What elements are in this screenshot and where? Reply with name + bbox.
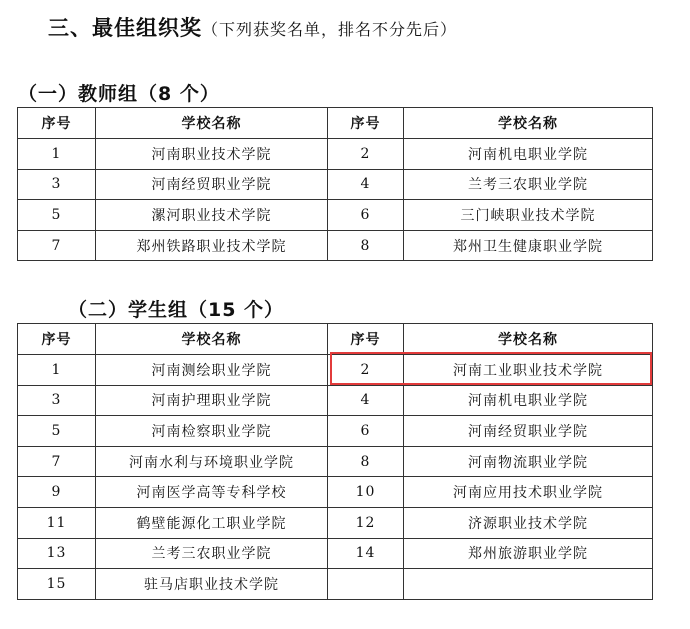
column-header-no: 序号 [18,108,96,139]
column-header-name: 学校名称 [404,108,653,139]
table-row [18,139,653,170]
school-name-cell: 兰考三农职业学院 [96,538,328,569]
table-row [18,385,653,416]
school-name-cell: 河南水利与环境职业学院 [96,446,328,477]
table-row [18,200,653,231]
school-name-cell: 河南应用技术职业学院 [404,477,653,508]
row-number-cell: 1 [18,355,96,386]
school-name-cell: 三门峡职业技术学院 [404,200,653,231]
row-number-cell: 6 [328,416,404,447]
column-header-no: 序号 [18,324,96,355]
student-group-table [17,323,653,600]
school-name-cell: 河南测绘职业学院 [96,355,328,386]
table-row [18,230,653,261]
table-row [18,416,653,447]
row-number-cell: 4 [328,385,404,416]
teacher-group-table [17,107,653,261]
table-row [18,355,653,386]
student-group-title: （二）学生组（15 个） [68,299,285,321]
row-number-cell: 3 [18,169,96,200]
table-row [18,538,653,569]
column-header-no: 序号 [328,324,404,355]
school-name-cell: 济源职业技术学院 [404,507,653,538]
row-number-cell: 14 [328,538,404,569]
school-name-cell: 郑州铁路职业技术学院 [96,230,328,261]
school-name-cell: 漯河职业技术学院 [96,200,328,231]
school-name-cell: 河南机电职业学院 [404,139,653,170]
row-number-cell: 4 [328,169,404,200]
row-number-cell: 6 [328,200,404,231]
column-header-name: 学校名称 [404,324,653,355]
row-number-cell: 13 [18,538,96,569]
school-name-cell: 河南经贸职业学院 [96,169,328,200]
column-header-name: 学校名称 [96,108,328,139]
table-row [18,507,653,538]
table-header-row [18,324,653,355]
school-name-cell: 河南工业职业技术学院 [404,355,653,386]
row-number-cell: 9 [18,477,96,508]
school-name-cell: 鹤壁能源化工职业学院 [96,507,328,538]
row-number-cell: 12 [328,507,404,538]
table-row [18,569,653,600]
section-heading [48,12,457,42]
row-number-cell: 1 [18,139,96,170]
row-number-cell: 7 [18,446,96,477]
school-name-cell: 河南机电职业学院 [404,385,653,416]
school-name-cell: 兰考三农职业学院 [404,169,653,200]
school-name-cell: 河南职业技术学院 [96,139,328,170]
teacher-group-title: （一）教师组（8 个） [18,83,220,105]
row-number-cell: 2 [328,139,404,170]
table-row [18,477,653,508]
table-row [18,169,653,200]
row-number-cell: 5 [18,416,96,447]
table-row [18,446,653,477]
school-name-cell: 河南经贸职业学院 [404,416,653,447]
school-name-cell: 驻马店职业技术学院 [96,569,328,600]
row-number-cell: 5 [18,200,96,231]
row-number-cell: 15 [18,569,96,600]
school-name-cell: 郑州卫生健康职业学院 [404,230,653,261]
row-number-cell: 7 [18,230,96,261]
school-name-cell: 河南物流职业学院 [404,446,653,477]
school-name-cell [404,569,653,600]
school-name-cell: 郑州旅游职业学院 [404,538,653,569]
section-title: 三、最佳组织奖 [48,16,202,40]
column-header-no: 序号 [328,108,404,139]
row-number-cell: 8 [328,230,404,261]
row-number-cell: 10 [328,477,404,508]
school-name-cell: 河南检察职业学院 [96,416,328,447]
section-note: （下列获奖名单，排名不分先后） [202,20,458,39]
row-number-cell: 2 [328,355,404,386]
table-header-row [18,108,653,139]
row-number-cell: 3 [18,385,96,416]
row-number-cell: 11 [18,507,96,538]
school-name-cell: 河南医学高等专科学校 [96,477,328,508]
school-name-cell: 河南护理职业学院 [96,385,328,416]
column-header-name: 学校名称 [96,324,328,355]
row-number-cell [328,569,404,600]
row-number-cell: 8 [328,446,404,477]
